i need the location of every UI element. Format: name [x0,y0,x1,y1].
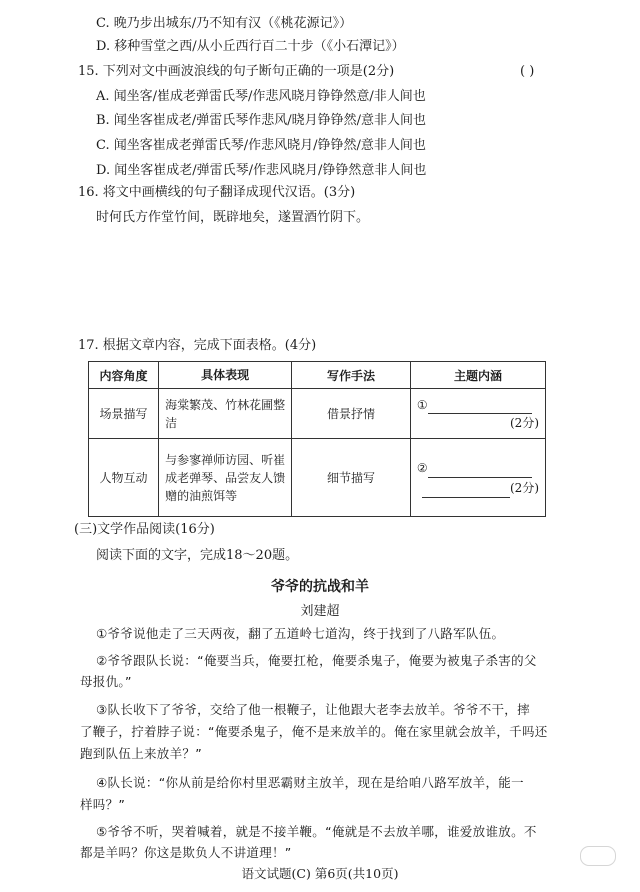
table-cell-method: 借景抒情 [292,389,411,439]
table-cell-method: 细节描写 [292,439,411,517]
question-15-stem: 15. 下列对文中画波浪线的句子断句正确的一项是(2分) [78,64,395,79]
story-paragraph: ③队长收下了爷爷，交给了他一根鞭子，让他跟大老李去放羊。爷爷不干，摔 [96,702,530,717]
blank-line [422,485,510,498]
table-header: 主题内涵 [410,362,545,389]
story-author: 刘建超 [300,604,340,619]
question-17-stem: 17. 根据文章内容，完成下面表格。(4分) [78,338,317,353]
story-paragraph: 样吗？” [80,797,126,812]
blank-line [428,465,532,478]
q15-option-c: C. 闻坐客崔成老弹雷氏琴/作悲风晓月/铮铮然/意非人间也 [96,138,426,153]
table-header-row [89,362,546,389]
q15-option-b: B. 闻坐客崔成老/弹雷氏琴作悲风/晓月铮铮然/意非人间也 [96,113,426,128]
story-paragraph: 跑到队伍上来放羊？” [80,746,202,761]
table-row [89,389,546,439]
section-instruction: 阅读下面的文字，完成18～20题。 [96,548,299,563]
watermark-logo [580,846,616,866]
blank-score: (2分) [510,480,539,495]
story-paragraph: ⑤爷爷不听，哭着喊着，就是不接羊鞭。“俺就是不去放羊哪，谁爱放谁放。不 [96,824,537,839]
q15-option-a: A. 闻坐客/崔成老弹雷氏琴/作悲风晓月铮铮然意/非人间也 [96,89,426,104]
blank-score: (2分) [510,415,539,430]
table-cell-detail: 与参寥禅师访园、听崔成老弹琴、品尝友人馈赠的油煎饵等 [159,439,292,517]
story-paragraph: ④队长说：“你从前是给你村里恶霸财主放羊，现在是给咱八路军放羊，能一 [96,775,524,790]
q16-sentence: 时何氏方作堂竹间，既辟地矣，遂置酒竹阴下。 [96,210,370,225]
table-cell-angle: 场景描写 [89,389,159,439]
question-16-stem: 16. 将文中画横线的句子翻译成现代汉语。(3分) [78,185,356,200]
page-footer: 语文试题(C) 第6页(共10页) [241,866,399,881]
story-paragraph: 都是羊吗？你这是欺负人不讲道理！” [80,845,292,860]
table-cell-angle: 人物互动 [89,439,159,517]
option-d-prev: D. 移种雪堂之西/从小丘西行百二十步（《小石潭记》） [96,39,405,54]
blank-number: ② [416,460,428,475]
answer-blank-cell[interactable] [410,389,545,439]
table-row [89,439,546,517]
answer-table [88,361,546,517]
table-header: 写作手法 [292,362,411,389]
story-paragraph: 了鞭子，拧着脖子说：“俺要杀鬼子，俺不是来放羊的。俺在家里就会放羊，千吗还 [80,724,548,739]
blank-line [428,401,532,414]
table-cell-detail: 海棠繁茂、竹林花圃整洁 [159,389,292,439]
answer-bracket: ( ) [520,64,535,79]
option-c-prev: C. 晚乃步出城东/乃不知有汉（《桃花源记》） [96,16,353,31]
table-header: 具体表现 [159,362,292,389]
section-heading: (三)文学作品阅读(16分) [74,522,215,537]
table-header: 内容角度 [89,362,159,389]
answer-blank-cell[interactable] [410,439,545,517]
blank-number: ① [416,397,428,412]
story-paragraph: ①爷爷说他走了三天两夜，翻了五道岭七道沟，终于找到了八路军队伍。 [96,626,505,641]
story-title: 爷爷的抗战和羊 [271,579,369,595]
story-paragraph: ②爷爷跟队长说：“俺要当兵，俺要扛枪，俺要杀鬼子，俺要为被鬼子杀害的父 [96,653,537,668]
q15-option-d: D. 闻坐客崔成老/弹雷氏琴/作悲风晓月/铮铮然意非人间也 [96,163,427,178]
story-paragraph: 母报仇。” [80,674,132,689]
